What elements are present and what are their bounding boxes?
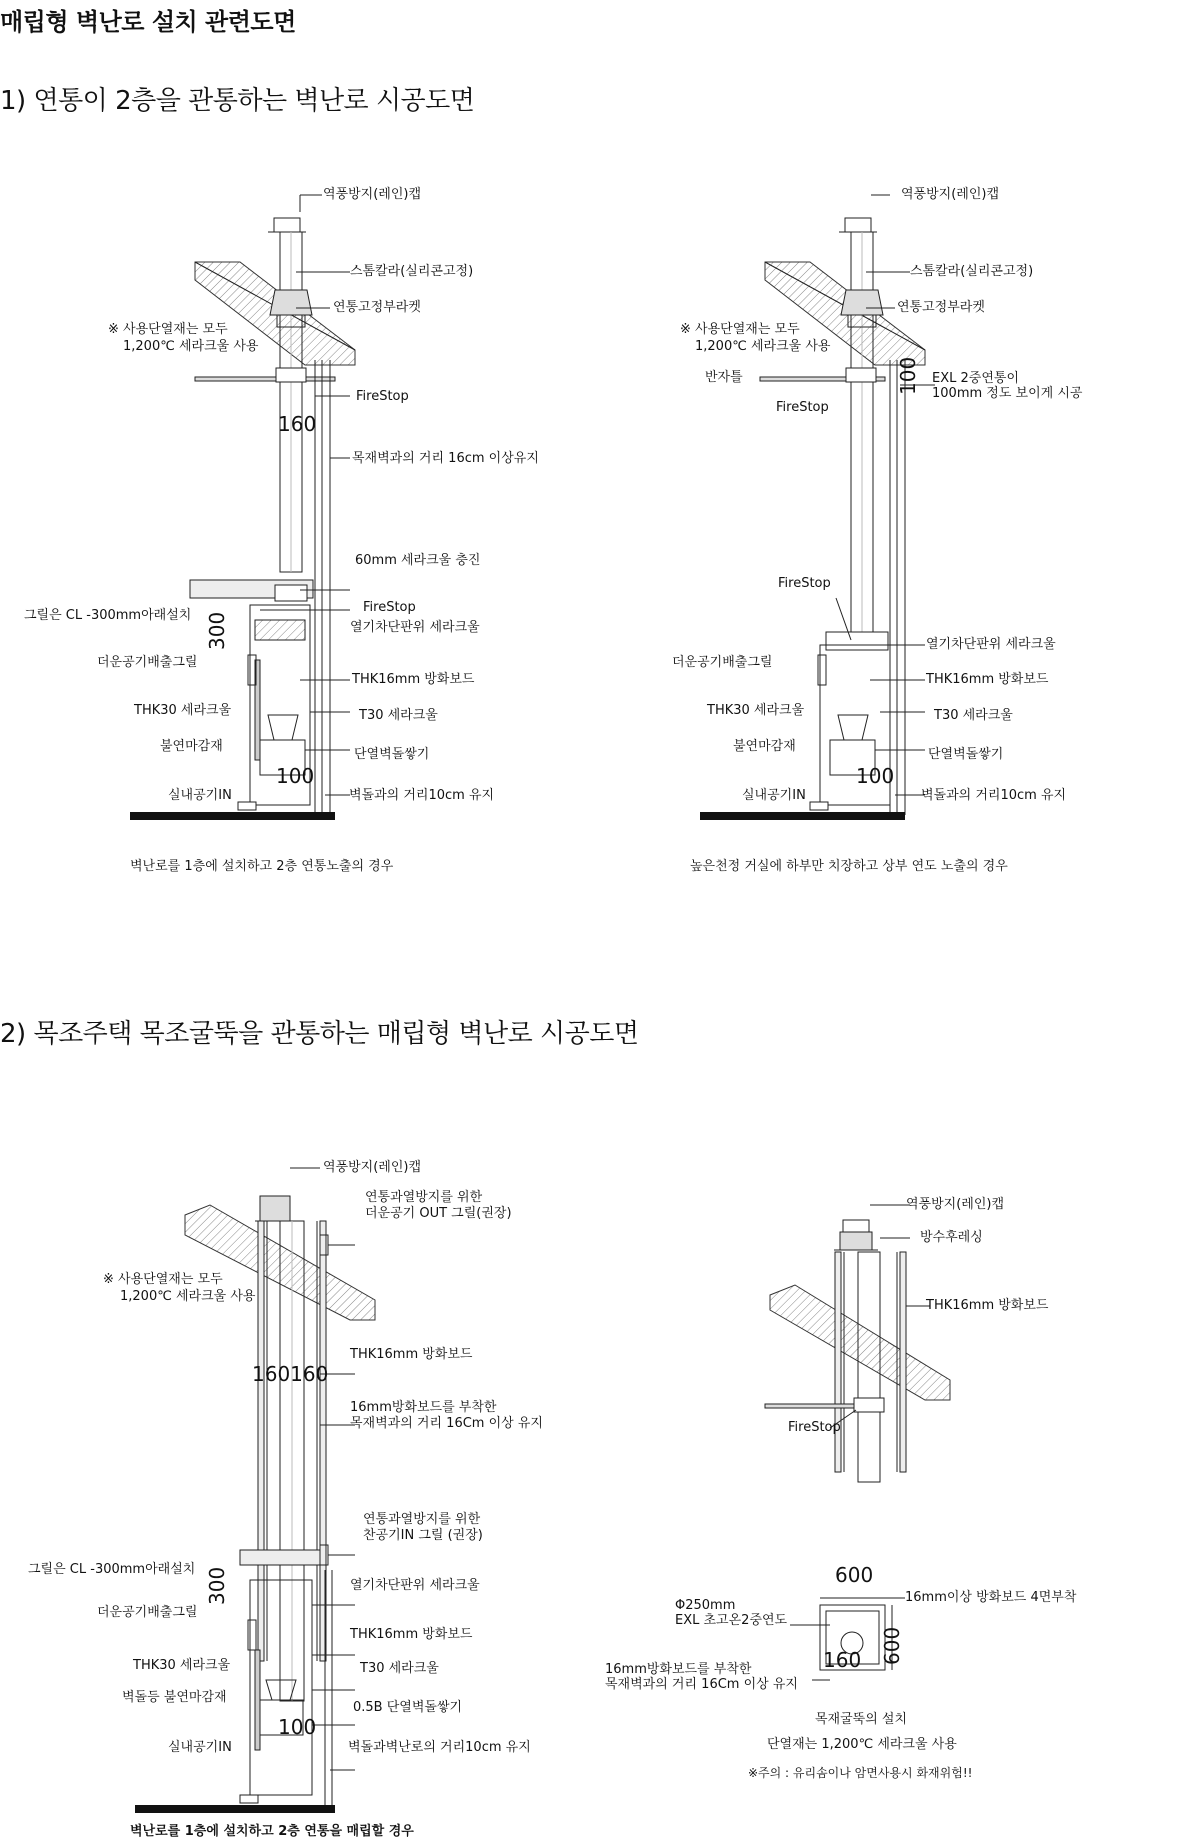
s2l-note-line2: 1,200℃ 세라크울 사용 bbox=[120, 1289, 256, 1304]
s1r-firestop-mid-label: FireStop bbox=[778, 576, 831, 591]
section2-title: 2) 목조주택 목조굴뚝을 관통하는 매립형 벽난로 시공도면 bbox=[0, 1019, 639, 1049]
s1l-storm-collar-label: 스톰칼라(실리콘고정) bbox=[350, 264, 474, 279]
s2l-board-line1: 16mm방화보드를 부착한 bbox=[350, 1400, 497, 1415]
s1l-wood-distance-label: 목재벽과의 거리 16cm 이상유지 bbox=[352, 451, 539, 466]
s2r-thk16-label: THK16mm 방화보드 bbox=[926, 1298, 1049, 1313]
s2l-in-grill-line1: 연통과열방지를 위한 bbox=[363, 1512, 481, 1527]
s2r-board-line1: 16mm방화보드를 부착한 bbox=[605, 1662, 752, 1677]
s2l-grill-note-label: 그릴은 CL -300mm아래설치 bbox=[28, 1562, 196, 1577]
s2l-thk16-top-label: THK16mm 방화보드 bbox=[350, 1347, 473, 1362]
s1-left-diagram bbox=[130, 195, 355, 820]
s2l-thk30-label: THK30 세라크울 bbox=[133, 1658, 231, 1673]
s1r-hot-air-grill-label: 더운공기배출그릴 bbox=[672, 655, 773, 670]
s1l-heat-panel-label: 열기차단판위 세라크울 bbox=[350, 620, 480, 635]
s1r-caption: 높은천정 거실에 하부만 치장하고 상부 연도 노출의 경우 bbox=[690, 859, 1008, 874]
s1r-note-line1: ※ 사용단열재는 모두 bbox=[680, 322, 800, 337]
section1-title: 1) 연통이 2층을 관통하는 벽난로 시공도면 bbox=[0, 86, 475, 116]
s2l-brick-distance-label: 벽돌과벽난로의 거리10cm 유지 bbox=[348, 1740, 531, 1755]
s2l-noncomb-label: 벽돌등 불연마감재 bbox=[122, 1690, 227, 1705]
s1r-dim-100-top: 100 bbox=[896, 356, 920, 395]
s1r-note-line2: 1,200℃ 세라크울 사용 bbox=[695, 339, 831, 354]
s2l-t30-label: T30 세라크울 bbox=[360, 1661, 439, 1676]
s2l-out-grill-line2: 더운공기 OUT 그릴(권장) bbox=[365, 1206, 512, 1221]
floor bbox=[130, 812, 335, 820]
s1l-ceramic-fill-label: 60mm 세라크울 충진 bbox=[355, 553, 481, 568]
s2l-dim-160160: 160160 bbox=[252, 1362, 329, 1386]
s2-left-diagram bbox=[135, 1168, 375, 1813]
s2r-warning-note: ※주의 : 유리솜이나 암면사용시 화재위험!! bbox=[748, 1766, 973, 1780]
s1l-indoor-air-label: 실내공기IN bbox=[168, 788, 232, 803]
rain-cap bbox=[274, 218, 300, 232]
s1l-noncomb-label: 불연마감재 bbox=[160, 739, 223, 754]
s2r-insulation-note: 단열재는 1,200℃ 세라크울 사용 bbox=[767, 1737, 957, 1752]
s1r-firestop-top-label: FireStop bbox=[776, 400, 829, 415]
s1l-dim-300: 300 bbox=[205, 611, 229, 650]
s1-right-diagram bbox=[700, 195, 935, 820]
s2r-dim-160: 160 bbox=[823, 1648, 862, 1672]
s1r-thk30-label: THK30 세라크울 bbox=[707, 703, 805, 718]
s1r-heat-panel-label: 열기차단판위 세라크울 bbox=[926, 637, 1056, 652]
s2l-in-grill-line2: 찬공기IN 그릴 (권장) bbox=[363, 1528, 483, 1543]
s1r-thk16-label: THK16mm 방화보드 bbox=[926, 672, 1049, 687]
s1l-cap-label: 역풍방지(레인)캡 bbox=[323, 187, 422, 202]
s2r-board-line2: 목재벽과의 거리 16Cm 이상 유지 bbox=[605, 1677, 798, 1692]
s2r-phi-line2: EXL 초고온2중연도 bbox=[675, 1613, 788, 1628]
s2r-board4-label: 16mm이상 방화보드 4면부착 bbox=[905, 1590, 1077, 1605]
s1l-brick-distance-label: 벽돌과의 거리10cm 유지 bbox=[349, 788, 495, 803]
s2l-hot-air-grill-label: 더운공기배출그릴 bbox=[97, 1605, 198, 1620]
s1l-dim-160: 160 bbox=[278, 412, 317, 436]
s1l-caption: 벽난로를 1층에 설치하고 2층 연통노출의 경우 bbox=[130, 859, 394, 874]
s1l-dim-100: 100 bbox=[276, 764, 315, 788]
s1l-hot-air-grill-label: 더운공기배출그릴 bbox=[97, 655, 198, 670]
s2l-brick-label: 0.5B 단열벽돌쌓기 bbox=[353, 1700, 463, 1715]
s1r-cap-label: 역풍방지(레인)캡 bbox=[901, 187, 1000, 202]
s2l-cap-label: 역풍방지(레인)캡 bbox=[323, 1160, 422, 1175]
s1l-thk16-label: THK16mm 방화보드 bbox=[352, 672, 475, 687]
s2l-dim-100: 100 bbox=[278, 1715, 317, 1739]
s1r-exl-line2: 100mm 정도 보이게 시공 bbox=[932, 386, 1083, 401]
s2l-heat-panel-label: 열기차단판위 세라크울 bbox=[350, 1578, 480, 1593]
s1r-t30-label: T30 세라크울 bbox=[934, 708, 1013, 723]
s2r-dim-600-v: 600 bbox=[880, 1626, 904, 1665]
s2r-cap-label: 역풍방지(레인)캡 bbox=[906, 1197, 1005, 1212]
s2r-dim-600-h: 600 bbox=[835, 1563, 874, 1587]
s1r-dim-100: 100 bbox=[856, 764, 895, 788]
s1l-note-line1: ※ 사용단열재는 모두 bbox=[108, 322, 228, 337]
s2l-note-line1: ※ 사용단열재는 모두 bbox=[103, 1272, 223, 1287]
s1r-brick-label: 단열벽돌쌓기 bbox=[928, 747, 1004, 762]
s1r-brick-distance-label: 벽돌과의 거리10cm 유지 bbox=[921, 788, 1067, 803]
s1r-exl-line1: EXL 2중연통이 bbox=[932, 371, 1019, 386]
s2r-phi-line1: Φ250mm bbox=[675, 1598, 736, 1613]
s2r-flashing-label: 방수후레싱 bbox=[920, 1230, 983, 1245]
s1r-indoor-air-label: 실내공기IN bbox=[742, 788, 806, 803]
s1l-t30-label: T30 세라크울 bbox=[359, 708, 438, 723]
s2l-indoor-air-label: 실내공기IN bbox=[168, 1740, 232, 1755]
s2r-chimney-title: 목재굴뚝의 설치 bbox=[815, 1712, 908, 1727]
s2r-firestop-label: FireStop bbox=[788, 1420, 841, 1435]
s1r-noncomb-label: 불연마감재 bbox=[733, 739, 796, 754]
s2l-out-grill-line1: 연통과열방지를 위한 bbox=[365, 1190, 483, 1205]
s1l-bracket-label: 연통고정부라켓 bbox=[333, 300, 421, 315]
s2l-dim-300: 300 bbox=[205, 1566, 229, 1605]
s1r-support-label: 반자틀 bbox=[705, 370, 743, 385]
s1l-grill-note-label: 그릴은 CL -300mm아래설치 bbox=[24, 608, 192, 623]
s1l-brick-label: 단열벽돌쌓기 bbox=[354, 747, 430, 762]
s2l-board-line2: 목재벽과의 거리 16Cm 이상 유지 bbox=[350, 1416, 543, 1431]
s1l-firestop-top-label: FireStop bbox=[356, 389, 409, 404]
s1l-thk30-label: THK30 세라크울 bbox=[134, 703, 232, 718]
s1r-storm-collar-label: 스톰칼라(실리콘고정) bbox=[910, 264, 1034, 279]
s2l-caption: 벽난로를 1층에 설치하고 2층 연통을 매립할 경우 bbox=[130, 1824, 414, 1839]
s1l-note-line2: 1,200℃ 세라크울 사용 bbox=[123, 339, 259, 354]
page-title: 매립형 벽난로 설치 관련도면 bbox=[0, 8, 296, 36]
s2l-thk16-label: THK16mm 방화보드 bbox=[350, 1627, 473, 1642]
s1r-bracket-label: 연통고정부라켓 bbox=[897, 300, 985, 315]
s1l-firestop-mid-label: FireStop bbox=[363, 600, 416, 615]
s2-right-chimney-diagram bbox=[765, 1205, 950, 1482]
